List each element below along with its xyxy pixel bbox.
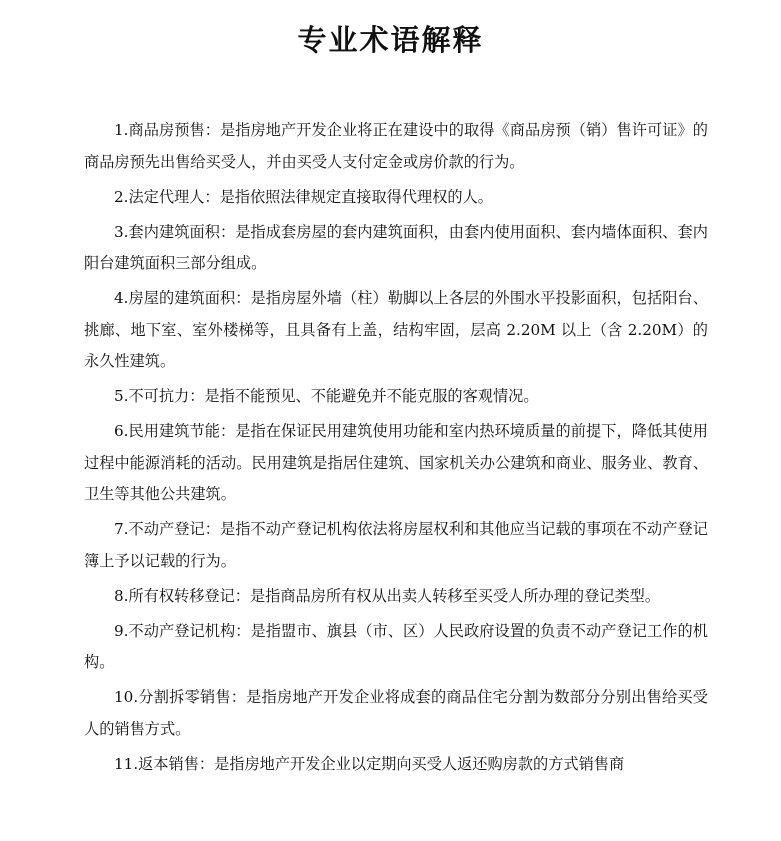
term-paragraph-3: 3.套内建筑面积：是指成套房屋的套内建筑面积，由套内使用面积、套内墙体面积、套内阳台建筑面积三部分组成。 bbox=[84, 222, 708, 272]
term-paragraph-4: 4.房屋的建筑面积：是指房屋外墙（柱）勒脚以上各层的外围水平投影面积，包括阳台、挑廊、地下室、室外楼梯等，且具备有上盖，结构牢固，层高 2.20M 以上（含 2.20M）的永久性建筑。 bbox=[84, 289, 708, 370]
term-paragraph-1: 1.商品房预售：是指房地产开发企业将正在建设中的取得《商品房预（销）售许可证》的商品房预先出售给买受人，并由买受人支付定金或房价款的行为。 bbox=[84, 121, 708, 171]
term-paragraph-11: 11.返本销售：是指房地产开发企业以定期向买受人返还购房款的方式销售商 bbox=[114, 754, 625, 773]
term-paragraph-10: 10.分割拆零销售：是指房地产开发企业将成套的商品住宅分割为数部分分别出售给买受人的销售方式。 bbox=[84, 688, 708, 738]
term-paragraph-2: 2.法定代理人：是指依照法律规定直接取得代理权的人。 bbox=[114, 187, 493, 206]
page-title: 专业术语解释 bbox=[297, 23, 484, 57]
term-paragraph-7: 7.不动产登记：是指不动产登记机构依法将房屋权利和其他应当记载的事项在不动产登记簿上予以记载的行为。 bbox=[84, 520, 708, 570]
term-paragraph-9: 9.不动产登记机构：是指盟市、旗县（市、区）人民政府设置的负责不动产登记工作的机构。 bbox=[84, 621, 708, 671]
term-paragraph-6: 6.民用建筑节能：是指在保证民用建筑使用功能和室内热环境质量的前提下，降低其使用过程中能源消耗的活动。民用建筑是指居住建筑、国家机关办公建筑和商业、服务业、教育、卫生等其他公共建筑。 bbox=[84, 422, 708, 503]
term-paragraph-8: 8.所有权转移登记：是指商品房所有权从出卖人转移至买受人所办理的登记类型。 bbox=[114, 586, 661, 605]
term-paragraph-5: 5.不可抗力：是指不能预见、不能避免并不能克服的客观情况。 bbox=[114, 387, 539, 405]
term-list bbox=[84, 115, 708, 784]
